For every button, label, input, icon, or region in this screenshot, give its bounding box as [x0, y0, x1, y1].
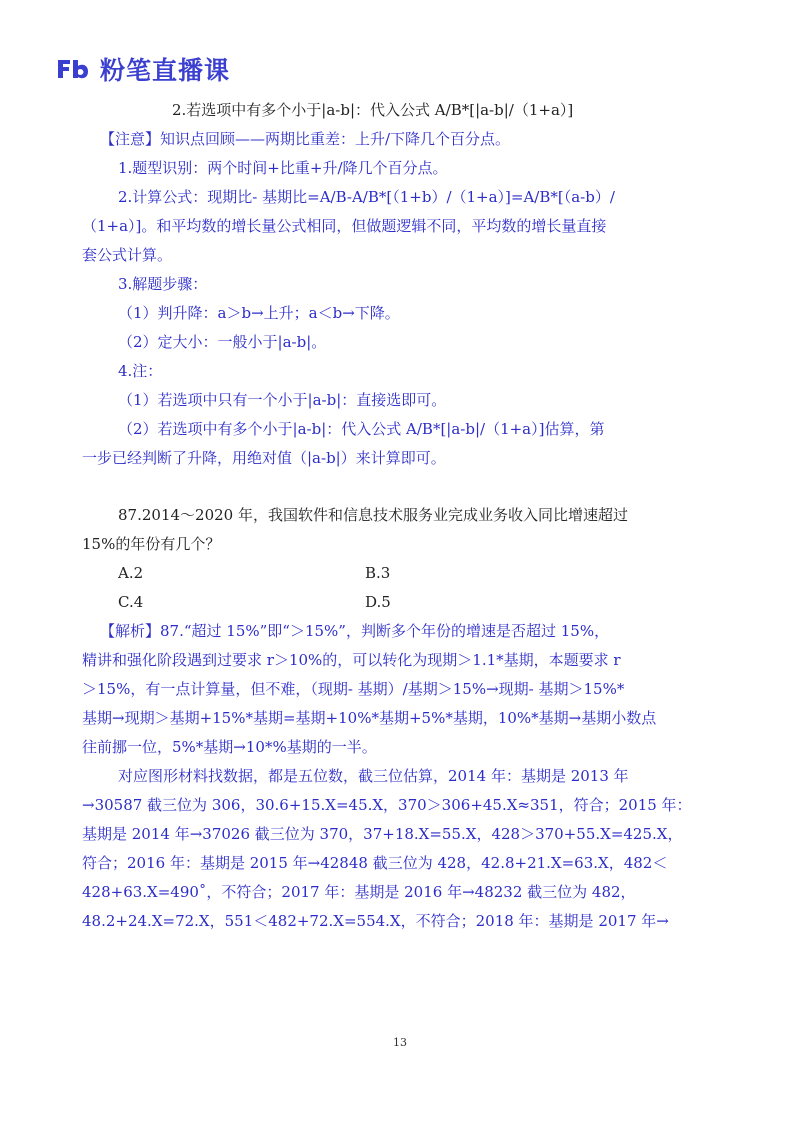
question-block — [82, 501, 683, 617]
question-stem: 15%的年份有几个？ — [82, 535, 221, 553]
option-c: C.4 — [118, 593, 144, 611]
analysis-line: 往前挪一位，5%*基期→10*%基期的一半。 — [82, 738, 377, 756]
note-line: 2.计算公式：现期比- 基期比=A/B-A/B*[（1+b）/（1+a）]=A/B*[（a-b）/ — [118, 188, 615, 206]
brand-name: 粉笔直播课 — [100, 56, 231, 85]
header-logo — [56, 52, 230, 86]
option-a: A.2 — [118, 564, 144, 582]
note-line: 3.解题步骤： — [118, 275, 208, 293]
analysis-line: 基期是 2014 年→37026 截三位为 370，37+18.X=55.X，428＞370+55.X=425.X， — [82, 825, 683, 843]
analysis-line: →30587 截三位为 306，30.6+15.X=45.X，370＞306+45.X≈351，符合；2015 年： — [82, 796, 692, 814]
document-body — [82, 96, 692, 936]
note-line: 4.注： — [118, 362, 163, 380]
analysis-line: 精讲和强化阶段遇到过要求 r＞10%的，可以转化为现期＞1.1*基期，本题要求 r — [82, 651, 621, 669]
analysis-line: 基期→现期＞基期+15%*基期=基期+10%*基期+5%*基期，10%*基期→基期小数点 — [82, 709, 657, 727]
note-line: （2）定大小：一般小于|a-b|。 — [118, 333, 327, 351]
note-line: （1）若选项中只有一个小于|a-b|：直接选即可。 — [118, 391, 447, 409]
note-line: （1）判升降：a＞b→上升；a＜b→下降。 — [118, 304, 400, 322]
options-row — [118, 559, 683, 588]
note-line: （1+a）]。和平均数的增长量公式相同，但做题逻辑不同，平均数的增长量直接 — [82, 217, 607, 235]
note-block — [82, 96, 683, 473]
page-number: 13 — [393, 1036, 407, 1049]
analysis-line: 428+63.X=490˚，不符合；2017 年：基期是 2016 年→48232 截三位为 482， — [82, 883, 636, 901]
section-gap — [118, 473, 683, 501]
note-line: 套公式计算。 — [82, 246, 173, 264]
note-line: 【注意】知识点回顾——两期比重差：上升/下降几个百分点。 — [100, 130, 511, 148]
options-row — [118, 588, 683, 617]
note-line: 1.题型识别：两个时间+比重+升/降几个百分点。 — [118, 159, 448, 177]
analysis-line: 【解析】87.“超过 15%”即“＞15%”，判断多个年份的增速是否超过 15%， — [100, 622, 610, 640]
note-line: （2）若选项中有多个小于|a-b|：代入公式 A/B*[|a-b|/（1+a）]估算，第 — [118, 420, 605, 438]
analysis-line: 48.2+24.X=72.X，551＜482+72.X=554.X，不符合；2018 年：基期是 2017 年→ — [82, 912, 669, 930]
note-line: 一步已经判断了升降，用绝对值（|a-b|）来计算即可。 — [82, 449, 446, 467]
option-d: D.5 — [365, 593, 391, 611]
analysis-line: ＞15%，有一点计算量，但不难，（现期- 基期）/基期＞15%→现期- 基期＞15%* — [82, 680, 625, 698]
option-b: B.3 — [365, 564, 391, 582]
note-line: 2.若选项中有多个小于|a-b|：代入公式 A/B*[|a-b|/（1+a）] — [172, 101, 574, 119]
question-stem: 87.2014～2020 年，我国软件和信息技术服务业完成业务收入同比增速超过 — [118, 506, 628, 524]
analysis-line: 对应图形材料找数据，都是五位数，截三位估算，2014 年：基期是 2013 年 — [118, 767, 629, 785]
fenbi-logo-icon — [56, 57, 92, 81]
analysis-block — [82, 617, 692, 936]
analysis-line: 符合；2016 年：基期是 2015 年→42848 截三位为 428，42.8+21.X=63.X，482＜ — [82, 854, 668, 872]
